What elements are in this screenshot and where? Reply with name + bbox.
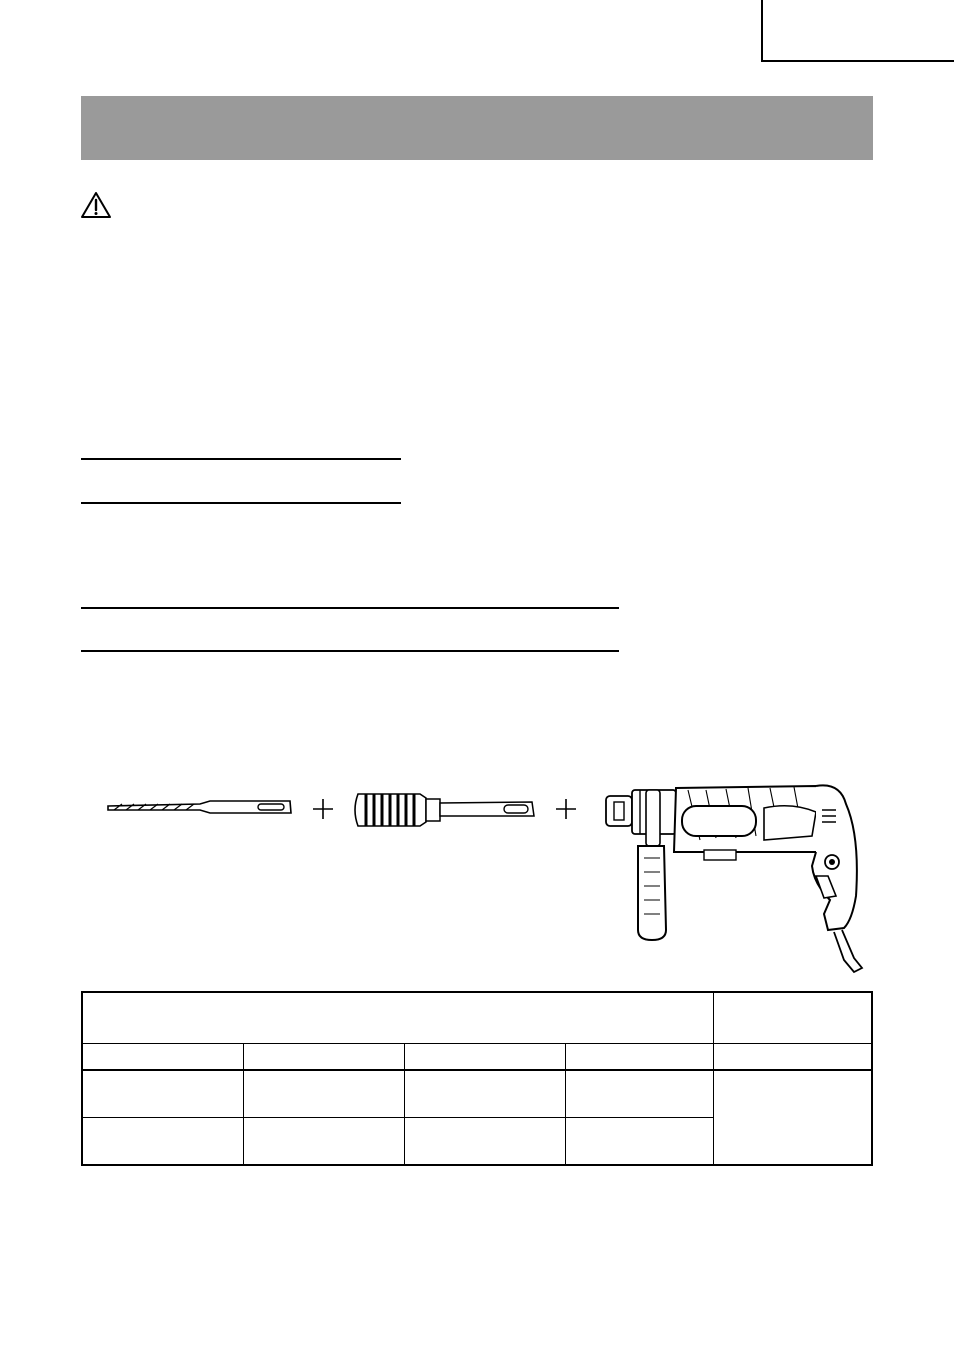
plus-icon bbox=[556, 799, 576, 819]
table-col-divider bbox=[243, 1043, 244, 1164]
table-col-divider bbox=[565, 1043, 566, 1164]
table-col-divider bbox=[713, 993, 714, 1164]
underline-rule-1 bbox=[81, 458, 401, 460]
tool-assembly-illustration bbox=[100, 780, 870, 980]
table-subheader-divider bbox=[83, 1069, 871, 1071]
drill-bit-icon bbox=[108, 801, 291, 813]
table-col-divider bbox=[404, 1043, 405, 1164]
warning-triangle-icon bbox=[80, 191, 112, 219]
page-number-tab bbox=[761, 0, 954, 62]
plus-icon bbox=[313, 799, 333, 819]
underline-rule-3 bbox=[81, 607, 619, 609]
rubber-sleeve-adapter-icon bbox=[355, 794, 534, 826]
section-header-banner bbox=[81, 96, 873, 160]
underline-rule-4 bbox=[81, 650, 619, 652]
rotary-hammer-icon bbox=[606, 785, 862, 972]
table-header-divider bbox=[83, 1043, 871, 1044]
specification-table bbox=[81, 991, 873, 1166]
table-row-divider bbox=[83, 1117, 713, 1118]
underline-rule-2 bbox=[81, 502, 401, 504]
